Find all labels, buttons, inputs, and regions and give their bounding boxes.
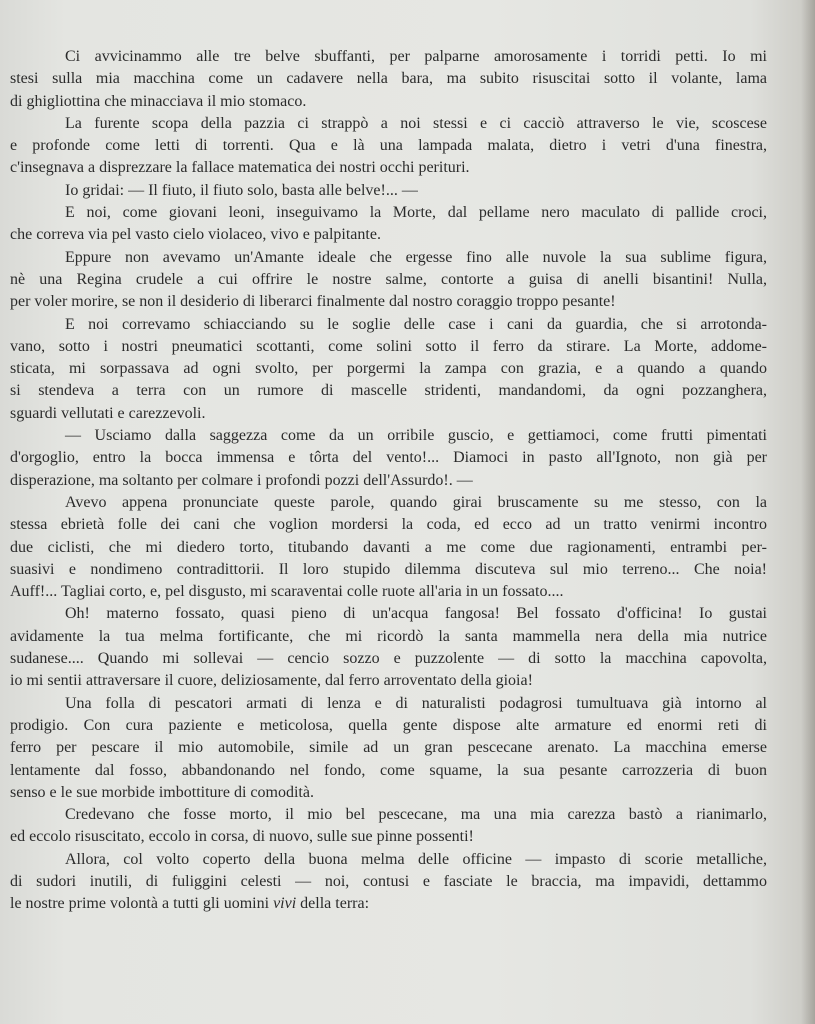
text-line: due ciclisti, che mi diedero torto, titubando davanti a me come due ragionamenti, entrambi per- [10, 538, 767, 556]
text-line: vano, sotto i nostri pneumatici scottanti, come solini sotto il ferro da stirare. La Morte, addome- [10, 337, 767, 355]
text-line: suasivi e nondimeno contradittorii. Il loro stupido dilemma discuteva sul mio terreno... Che noia! [10, 560, 767, 578]
text-line: di ghigliottina che minacciava il mio stomaco. [10, 92, 307, 110]
page-edge-shadow [801, 0, 815, 1024]
paragraph [10, 202, 767, 247]
text-line: nè una Regina crudele a cui offrire le nostre salme, contorte a guisa di anelli bisantini! Nulla, [10, 270, 767, 288]
text-line: E noi correvamo schiacciando su le soglie delle case i cani da guardia, che si arrotonda- [65, 315, 767, 333]
text-segment: della terra: [296, 895, 370, 913]
paragraph [10, 425, 767, 492]
paragraph [10, 180, 767, 202]
text-line: avidamente la tua melma fortificante, che mi ricordò la santa mammella nera della mia nutrice [10, 627, 767, 645]
body-text [10, 46, 767, 849]
paragraph [10, 46, 767, 113]
paragraph [10, 603, 767, 692]
text-line: senso e le sue morbide imbottiture di comodità. [10, 783, 314, 801]
text-line: Eppure non avevamo un'Amante ideale che ergesse fino alle nuvole la sua sublime figura, [65, 248, 767, 266]
text-line: per voler morire, se non il desiderio di liberarci finalmente dal nostro coraggio troppo pesante! [10, 293, 616, 311]
text-line: che correva via pel vasto cielo violaceo, vivo e palpitante. [10, 226, 381, 244]
text-line: io mi sentii attraversare il cuore, deliziosamente, dal ferro arroventato della gioia! [10, 672, 533, 690]
text-line: d'orgoglio, entro la bocca immensa e tôrta del vento!... Diamoci in pasto all'Ignoto, non già per [10, 449, 767, 467]
text-line: c'insegnava a disprezzare la fallace matematica dei nostri occhi perituri. [10, 159, 470, 177]
text-line: sguardi vellutati e carezzevoli. [10, 404, 206, 422]
text-line: prodigio. Con cura paziente e meticolosa, quella gente dispose alte armature ed enormi reti di [10, 716, 767, 734]
text-line: Ci avvicinammo alle tre belve sbuffanti, per palparne amorosamente i torridi petti. Io mi [65, 48, 767, 65]
text-line: — Usciamo dalla saggezza come da un orribile guscio, e gettiamoci, come frutti pimentati [65, 427, 767, 445]
text-line: stessa ebrietà folle dei cani che voglion mordersi la coda, ed ecco ad un tratto venirmi incontro [10, 516, 767, 534]
text-line: La furente scopa della pazzia ci strappò a noi stessi e ci cacciò attraverso le vie, scoscese [65, 114, 767, 132]
text-line: sticata, mi sorpassava ad ogni svolto, per porgermi la zampa con grazia, e a quando a quando [10, 360, 767, 378]
paragraph [10, 247, 767, 314]
paragraph [10, 804, 767, 849]
text-line: E noi, come giovani leoni, inseguivamo la Morte, dal pellame nero maculato di pallide croci, [65, 204, 767, 222]
text-line: Allora, col volto coperto della buona melma delle officine — impasto di scorie metalliche, [65, 850, 767, 868]
text-line: stesi sulla mia macchina come un cadavere nella bara, ma subito risuscitai sotto il volante, lama [10, 70, 767, 88]
text-line: di sudori inutili, di fuliggini celesti — noi, contusi e fasciate le braccia, ma impavidi, dettammo [10, 872, 767, 890]
text-line: Credevano che fosse morto, il mio bel pescecane, ma una mia carezza bastò a rianimarlo, [65, 806, 767, 824]
text-line: disperazione, ma soltanto per colmare i profondi pozzi dell'Assurdo!. — [10, 471, 473, 489]
text-line: Io gridai: — Il fiuto, il fiuto solo, basta alle belve!... — [65, 181, 418, 199]
paragraph [10, 693, 767, 804]
text-segment: le nostre prime volontà a tutti gli uomini [10, 895, 274, 913]
text-line: lentamente dal fosso, abbandonando nel fondo, come squame, la sua pesante carrozzeria di buon [10, 761, 767, 779]
text-line [10, 893, 767, 915]
text-line: ed eccolo risuscitato, eccolo in corsa, di nuovo, sulle sue pinne possenti! [10, 828, 474, 846]
paragraph [10, 314, 767, 425]
text-line: si stendeva a terra con un rumore di mascelle stridenti, mandandomi, da ogni pozzanghera, [10, 382, 767, 400]
text-line: ferro per pescare il mio automobile, simile ad un gran pescecane arenato. La macchina emerse [10, 739, 767, 757]
text-line: Una folla di pescatori armati di lenza e di naturalisti podagrosi tumultuava già intorno al [65, 694, 767, 712]
text-line: sudanese.... Quando mi sollevai — cencio sozzo e puzzolente — di sotto la macchina capovolta, [10, 650, 767, 668]
text-line: e profonde come letti di torrenti. Qua e là una lampada malata, dietro i vetri d'una finestra, [10, 137, 767, 155]
document-page [10, 46, 767, 916]
paragraph [10, 492, 767, 603]
text-line: Avevo appena pronunciate queste parole, quando girai bruscamente su me stesso, con la [65, 493, 767, 511]
paragraph-final [10, 849, 767, 916]
italic-word: vivi [273, 895, 297, 913]
paragraph [10, 113, 767, 180]
text-line: Auff!... Tagliai corto, e, pel disgusto, mi scaraventai colle ruote all'aria in un fossato.... [10, 583, 564, 601]
text-line: Oh! materno fossato, quasi pieno di un'acqua fangosa! Bel fossato d'officina! Io gustai [65, 605, 767, 623]
